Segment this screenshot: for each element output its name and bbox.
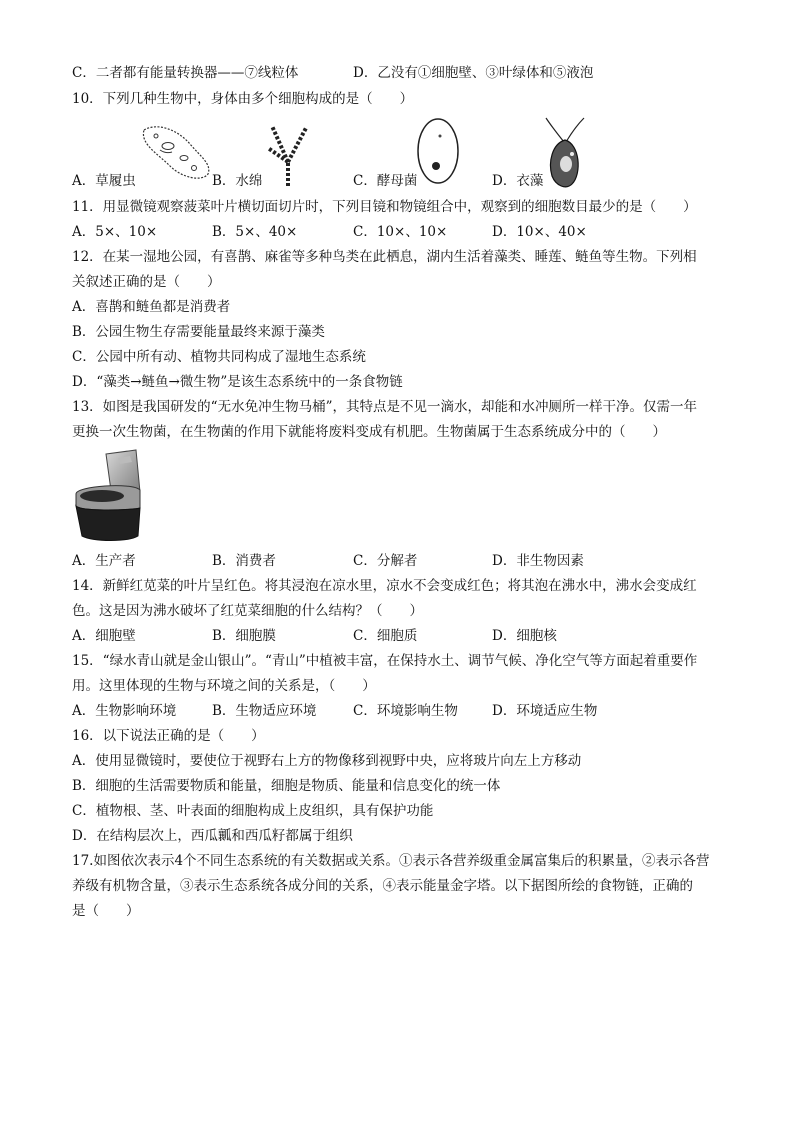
spirogyra-icon <box>262 122 314 188</box>
q12-stem-line1: 12．在某一湿地公园，有喜鹊、麻雀等多种鸟类在此栖息，湖内生活着藻类、睡莲、鲢鱼等生物。下列相 <box>72 249 697 265</box>
chlamydomonas-icon <box>542 116 588 190</box>
q10-option-a: A．草履虫 <box>72 173 136 189</box>
q12-option-c: C．公园中所有动、植物共同构成了湿地生态系统 <box>72 349 366 365</box>
q12-option-d: D．“藻类→鲢鱼→微生物”是该生态系统中的一条食物链 <box>72 374 403 390</box>
q15-option-d: D．环境适应生物 <box>492 703 598 719</box>
q14-option-b: B．细胞膜 <box>212 628 276 644</box>
yeast-icon <box>414 116 462 186</box>
q15-option-b: B．生物适应环境 <box>212 703 317 719</box>
q14-option-a: A．细胞壁 <box>72 628 136 644</box>
q17-stem-line1: 17.如图依次表示4个不同生态系统的有关数据或关系。①表示各营养级重金属富集后的积累量，②表示各营 <box>72 853 710 869</box>
q14-stem-line1: 14．新鲜红苋菜的叶片呈红色。将其浸泡在凉水里，凉水不会变成红色；将其泡在沸水中，沸水会变成红 <box>72 578 697 594</box>
q15-option-c: C．环境影响生物 <box>353 703 458 719</box>
q17-stem-line2: 养级有机物含量，③表示生态系统各成分间的关系，④表示能量金字塔。以下据图所绘的食物链，正确的 <box>72 878 693 894</box>
q9-option-c: C．二者都有能量转换器——⑦线粒体 <box>72 65 299 81</box>
q10-option-d: D．衣藻 <box>492 173 544 189</box>
q14-option-d: D．细胞核 <box>492 628 557 644</box>
q15-option-a: A．生物影响环境 <box>72 703 177 719</box>
q11-option-d: D．10×、40× <box>492 224 587 240</box>
q15-stem-line2: 用。这里体现的生物与环境之间的关系是，（ ） <box>72 678 376 694</box>
q13-stem-line1: 13．如图是我国研发的“无水免冲生物马桶”，其特点是不见一滴水，却能和水冲厕所一样干净。仅需一年 <box>72 399 697 415</box>
q13-stem-line2: 更换一次生物菌，在生物菌的作用下就能将废料变成有机肥。生物菌属于生态系统成分中的（ ） <box>72 424 666 440</box>
toilet-icon <box>72 448 144 544</box>
q17-stem-line3: 是（ ） <box>72 903 140 919</box>
q9-option-d: D．乙没有①细胞壁、③叶绿体和⑤液泡 <box>353 65 594 81</box>
q13-option-d: D．非生物因素 <box>492 553 584 569</box>
q13-option-c: C．分解者 <box>353 553 418 569</box>
q16-option-b: B．细胞的生活需要物质和能量，细胞是物质、能量和信息变化的统一体 <box>72 778 501 794</box>
q12-stem-line2: 关叙述正确的是（ ） <box>72 274 221 290</box>
q10-option-c: C．酵母菌 <box>353 173 418 189</box>
paramecium-icon <box>138 120 218 182</box>
q16-option-a: A．使用显微镜时，要使位于视野右上方的物像移到视野中央，应将玻片向左上方移动 <box>72 753 582 769</box>
q10-stem: 10．下列几种生物中，身体由多个细胞构成的是（ ） <box>72 91 414 107</box>
q12-option-a: A．喜鹊和鲢鱼都是消费者 <box>72 299 231 315</box>
q13-option-b: B．消费者 <box>212 553 276 569</box>
q12-option-b: B．公园生物生存需要能量最终来源于藻类 <box>72 324 325 340</box>
q11-option-b: B．5×、40× <box>212 224 298 240</box>
q11-option-c: C．10×、10× <box>353 224 448 240</box>
q14-stem-line2: 色。这是因为沸水破坏了红苋菜细胞的什么结构？（ ） <box>72 603 423 619</box>
q16-option-d: D．在结构层次上，西瓜瓤和西瓜籽都属于组织 <box>72 828 353 844</box>
q16-option-c: C．植物根、茎、叶表面的细胞构成上皮组织，具有保护功能 <box>72 803 434 819</box>
q16-stem: 16．以下说法正确的是（ ） <box>72 728 265 744</box>
q13-option-a: A．生产者 <box>72 553 136 569</box>
q15-stem-line1: 15．“绿水青山就是金山银山”。“青山”中植被丰富，在保持水土、调节气候、净化空气等方面起着重要作 <box>72 653 698 669</box>
q11-option-a: A．5×、10× <box>72 224 158 240</box>
q11-stem: 11．用显微镜观察菠菜叶片横切面切片时，下列目镜和物镜组合中，观察到的细胞数目最少的是（ ） <box>72 199 697 215</box>
q14-option-c: C．细胞质 <box>353 628 418 644</box>
q10-option-b: B．水绵 <box>212 173 263 189</box>
